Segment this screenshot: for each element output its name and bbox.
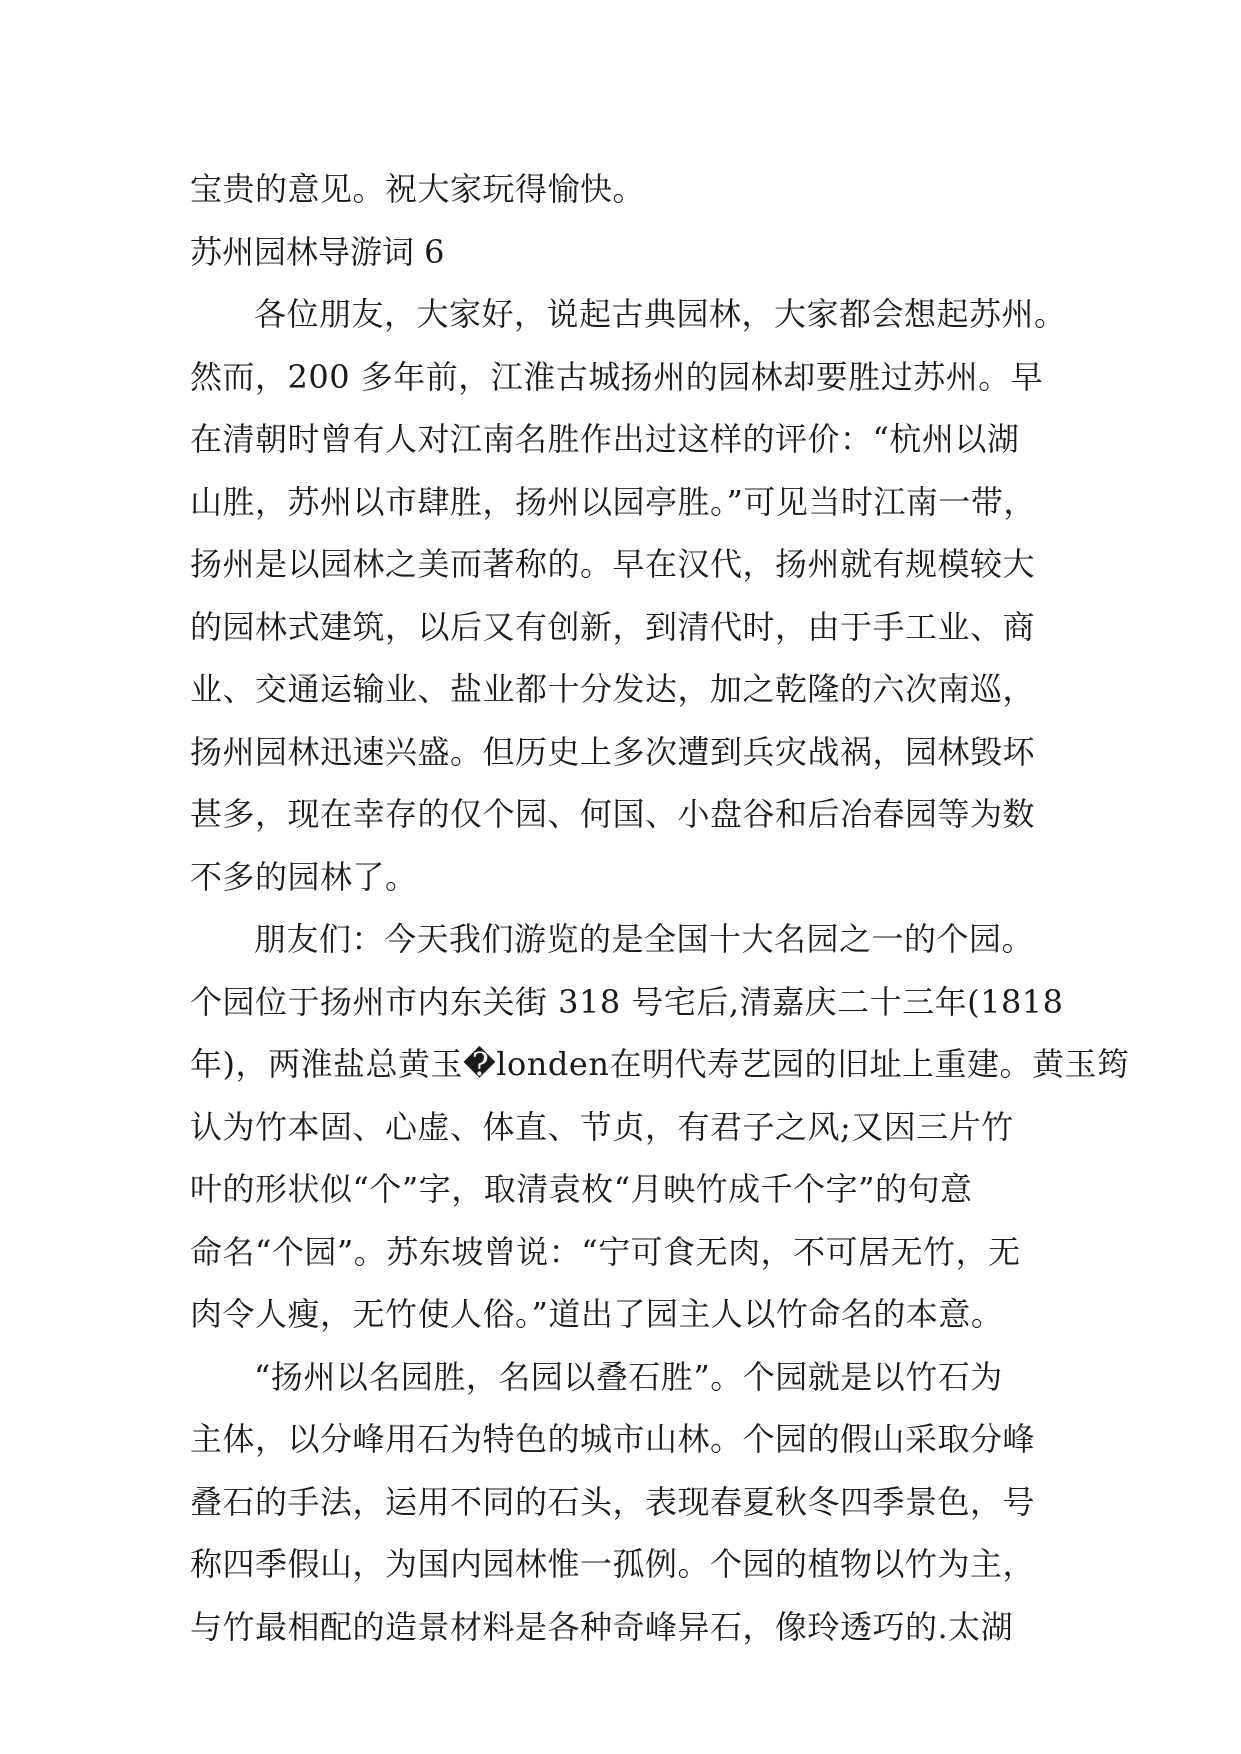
section-heading: 苏州园林导游词 6 bbox=[190, 232, 445, 271]
text-line: 业、交通运输业、盐业都十分发达，加之乾隆的六次南巡， bbox=[190, 670, 1036, 708]
text-line: 宝贵的意见。祝大家玩得愉快。 bbox=[190, 170, 646, 208]
text-line: 个园位于扬州市内东关街 318 号宅后,清嘉庆二十三年(1818 bbox=[190, 982, 1064, 1021]
text-line: 称四季假山，为国内园林惟一孤例。个园的植物以竹为主， bbox=[190, 1545, 1036, 1583]
text-line: 各位朋友，大家好，说起古典园林，大家都会想起苏州。 bbox=[254, 295, 1067, 333]
text-line: 肉令人瘦，无竹使人俗。”道出了园主人以竹命名的本意。 bbox=[190, 1295, 1004, 1333]
text-line: 甚多，现在幸存的仅个园、何国、小盘谷和后冶春园等为数 bbox=[190, 795, 1036, 833]
text-line: 朋友们：今天我们游览的是全国十大名园之一的个园。 bbox=[254, 920, 1035, 958]
text-line: 山胜，苏州以市肆胜，扬州以园亭胜。”可见当时江南一带， bbox=[190, 482, 1036, 521]
text-line: 扬州是以园林之美而著称的。早在汉代，扬州就有规模较大 bbox=[190, 545, 1036, 583]
text-line: 命名“个园”。苏东坡曾说：“宁可食无肉，不可居无竹，无 bbox=[190, 1232, 1021, 1271]
text-line: 与竹最相配的造景材料是各种奇峰异石，像玲透巧的.太湖 bbox=[190, 1607, 1014, 1646]
text-line: “扬州以名园胜，名园以叠石胜”。个园就是以竹石为 bbox=[254, 1357, 1003, 1396]
text-line: 扬州园林迅速兴盛。但历史上多次遭到兵灾战祸，园林毁坏 bbox=[190, 732, 1036, 771]
text-line: 叠石的手法，运用不同的石头，表现春夏秋冬四季景色，号 bbox=[190, 1482, 1036, 1521]
text-line: 叶的形状似“个”字，取清袁枚“月映竹成千个字”的句意 bbox=[190, 1170, 973, 1208]
text-line: 不多的园林了。 bbox=[190, 857, 418, 896]
text-line: 然而，200 多年前，江淮古城扬州的园林却要胜过苏州。早 bbox=[190, 357, 1044, 396]
text-line: 在清朝时曾有人对江南名胜作出过这样的评价：“杭州以湖 bbox=[190, 420, 1020, 458]
document-body bbox=[190, 158, 1130, 1658]
text-line: 的园林式建筑，以后又有创新，到清代时，由于手工业、商 bbox=[190, 607, 1036, 646]
text-line: 认为竹本固、心虚、体直、节贞，有君子之风;又因三片竹 bbox=[190, 1107, 1014, 1146]
text-line: 主体，以分峰用石为特色的城市山林。个园的假山采取分峰 bbox=[190, 1420, 1036, 1458]
text-line: 年)，两淮盐总黄玉�londen在明代寿艺园的旧址上重建。黄玉筠 bbox=[190, 1045, 1130, 1083]
